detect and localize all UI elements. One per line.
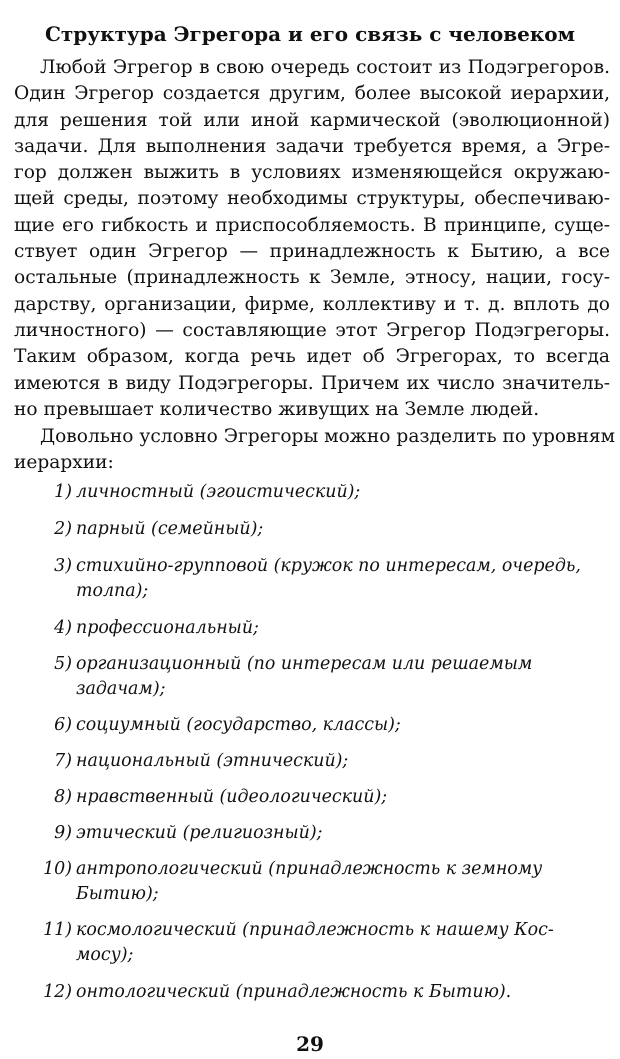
list-item <box>40 749 600 774</box>
list-item <box>40 616 600 641</box>
item-text: личностный (эгоистический); <box>76 482 361 502</box>
paragraph-structure <box>14 55 610 423</box>
item-text: стихийно-групповой (кружок по интересам, очередь, <box>76 556 581 576</box>
item-number: 4) <box>54 618 72 638</box>
item-text: социумный (государство, классы); <box>76 715 401 735</box>
item-number: 1) <box>54 482 72 502</box>
item-text-continued: Бытию); <box>76 884 159 904</box>
list-item <box>40 480 600 505</box>
text-line: дарству, организации, фирме, коллективу и т. д. вплоть до <box>14 293 610 315</box>
text-line: щей среды, поэтому необходимы структуры, обеспечиваю- <box>14 188 610 210</box>
item-number: 3) <box>54 556 72 576</box>
text-line: гор должен выжить в условиях изменяющейся окружаю- <box>14 162 610 184</box>
item-text: антропологический (принадлежность к земному <box>76 859 543 879</box>
text-line: Довольно условно Эгрегоры можно разделить по уровням <box>40 426 616 447</box>
item-number: 5) <box>54 654 72 674</box>
item-text: нравственный (идеологический); <box>76 787 388 807</box>
text-line: имеются в виду Подэгрегоры. Причем их число значитель- <box>14 372 610 394</box>
list-item <box>40 554 600 604</box>
item-number: 10) <box>43 859 72 879</box>
paragraph-hierarchy-intro <box>14 424 616 477</box>
item-text: онтологический (принадлежность к Бытию). <box>76 982 512 1002</box>
text-line: Таким образом, когда речь идет об Эгрегорах, то всегда <box>14 346 610 368</box>
item-number: 9) <box>54 823 72 843</box>
item-number: 2) <box>54 519 72 539</box>
list-item <box>40 857 600 907</box>
item-number: 7) <box>54 751 72 771</box>
item-text: космологический (принадлежность к нашему Кос- <box>76 920 554 940</box>
item-number: 12) <box>43 982 72 1002</box>
list-item <box>40 713 600 738</box>
text-line: иерархии: <box>14 452 114 474</box>
list-item <box>40 918 600 968</box>
item-text: профессиональный; <box>76 618 259 638</box>
list-item <box>40 517 600 542</box>
list-item <box>40 652 600 702</box>
item-text: парный (семейный); <box>76 519 264 539</box>
text-line: для решения той или иной кармической (эволюционной) <box>14 109 610 131</box>
list-item <box>40 785 600 810</box>
item-number: 8) <box>54 787 72 807</box>
list-item <box>40 980 600 1005</box>
item-text-continued: толпа); <box>76 581 149 601</box>
item-text-continued: задачам); <box>76 679 166 699</box>
item-text: организационный (по интересам или решаемым <box>76 654 533 674</box>
text-line: ствует один Эгрегор — принадлежность к Бытию, а все <box>14 241 610 263</box>
text-line: щие его гибкость и приспособляемость. В принципе, суще- <box>14 214 610 236</box>
text-line: задачи. Для выполнения задачи требуется время, а Эгре- <box>14 135 610 157</box>
text-line: личностного) — составляющие этот Эгрегор Подэгрегоры. <box>14 319 610 341</box>
item-number: 6) <box>54 715 72 735</box>
section-title: Структура Эгрегора и его связь с человеком <box>45 22 575 46</box>
text-line: Любой Эгрегор в свою очередь состоит из Подэгрегоров. <box>40 57 610 78</box>
text-line: но превышает количество живущих на Земле людей. <box>14 398 540 420</box>
item-text: этический (религиозный); <box>76 823 323 843</box>
list-item <box>40 821 600 846</box>
item-text-continued: мосу); <box>76 945 134 965</box>
page-number: 29 <box>296 1032 324 1056</box>
item-number: 11) <box>43 920 72 940</box>
text-line: Один Эгрегор создается другим, более высокой иерархии, <box>14 83 610 105</box>
text-line: остальные (принадлежность к Земле, этносу, нации, госу- <box>14 267 610 289</box>
item-text: национальный (этнический); <box>76 751 349 771</box>
